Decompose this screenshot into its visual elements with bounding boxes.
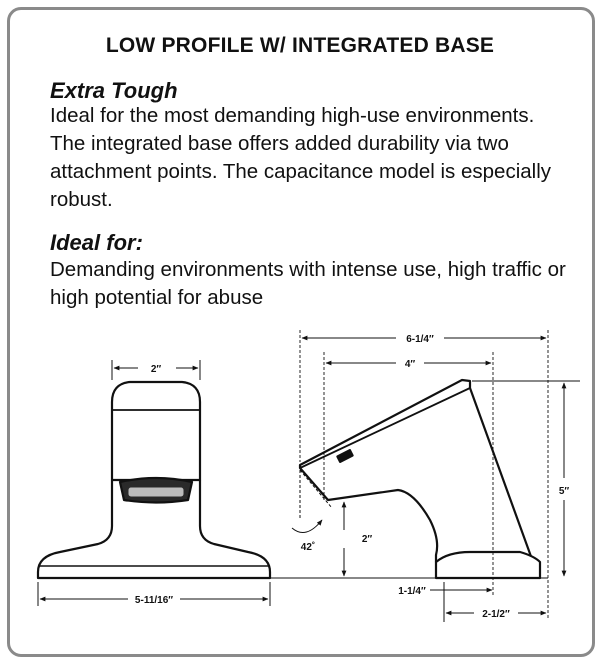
- section-heading-extra-tough: Extra Tough: [50, 78, 178, 103]
- side-base-to-spout-label: 2-1/2″: [482, 609, 510, 620]
- page-title: LOW PROFILE W/ INTEGRATED BASE: [105, 34, 495, 57]
- side-base-height-label: 1-1/4″: [398, 586, 426, 597]
- front-view-faucet: [38, 382, 270, 578]
- side-view-faucet: [300, 380, 540, 578]
- side-height-label: 5″: [558, 486, 570, 497]
- side-overall-depth-label: 6-1/4″: [406, 334, 434, 345]
- section-heading-ideal-for: Ideal for:: [50, 230, 143, 255]
- front-top-width-label: 2″: [150, 364, 162, 375]
- side-spout-reach-label: 4″: [404, 359, 416, 370]
- section-body-extra-tough: Ideal for the most demanding high-use environments. The integrated base offers added durability via two attachment points. The capacitance model is especially robust.: [50, 104, 552, 211]
- front-base-width-label: 5-11/16″: [134, 595, 174, 606]
- side-spout-angle-label: 42˚: [300, 542, 316, 553]
- side-spout-clearance-label: 2″: [361, 534, 373, 545]
- section-body-ideal-for: Demanding environments with intense use, high traffic or high potential for abuse: [50, 258, 566, 309]
